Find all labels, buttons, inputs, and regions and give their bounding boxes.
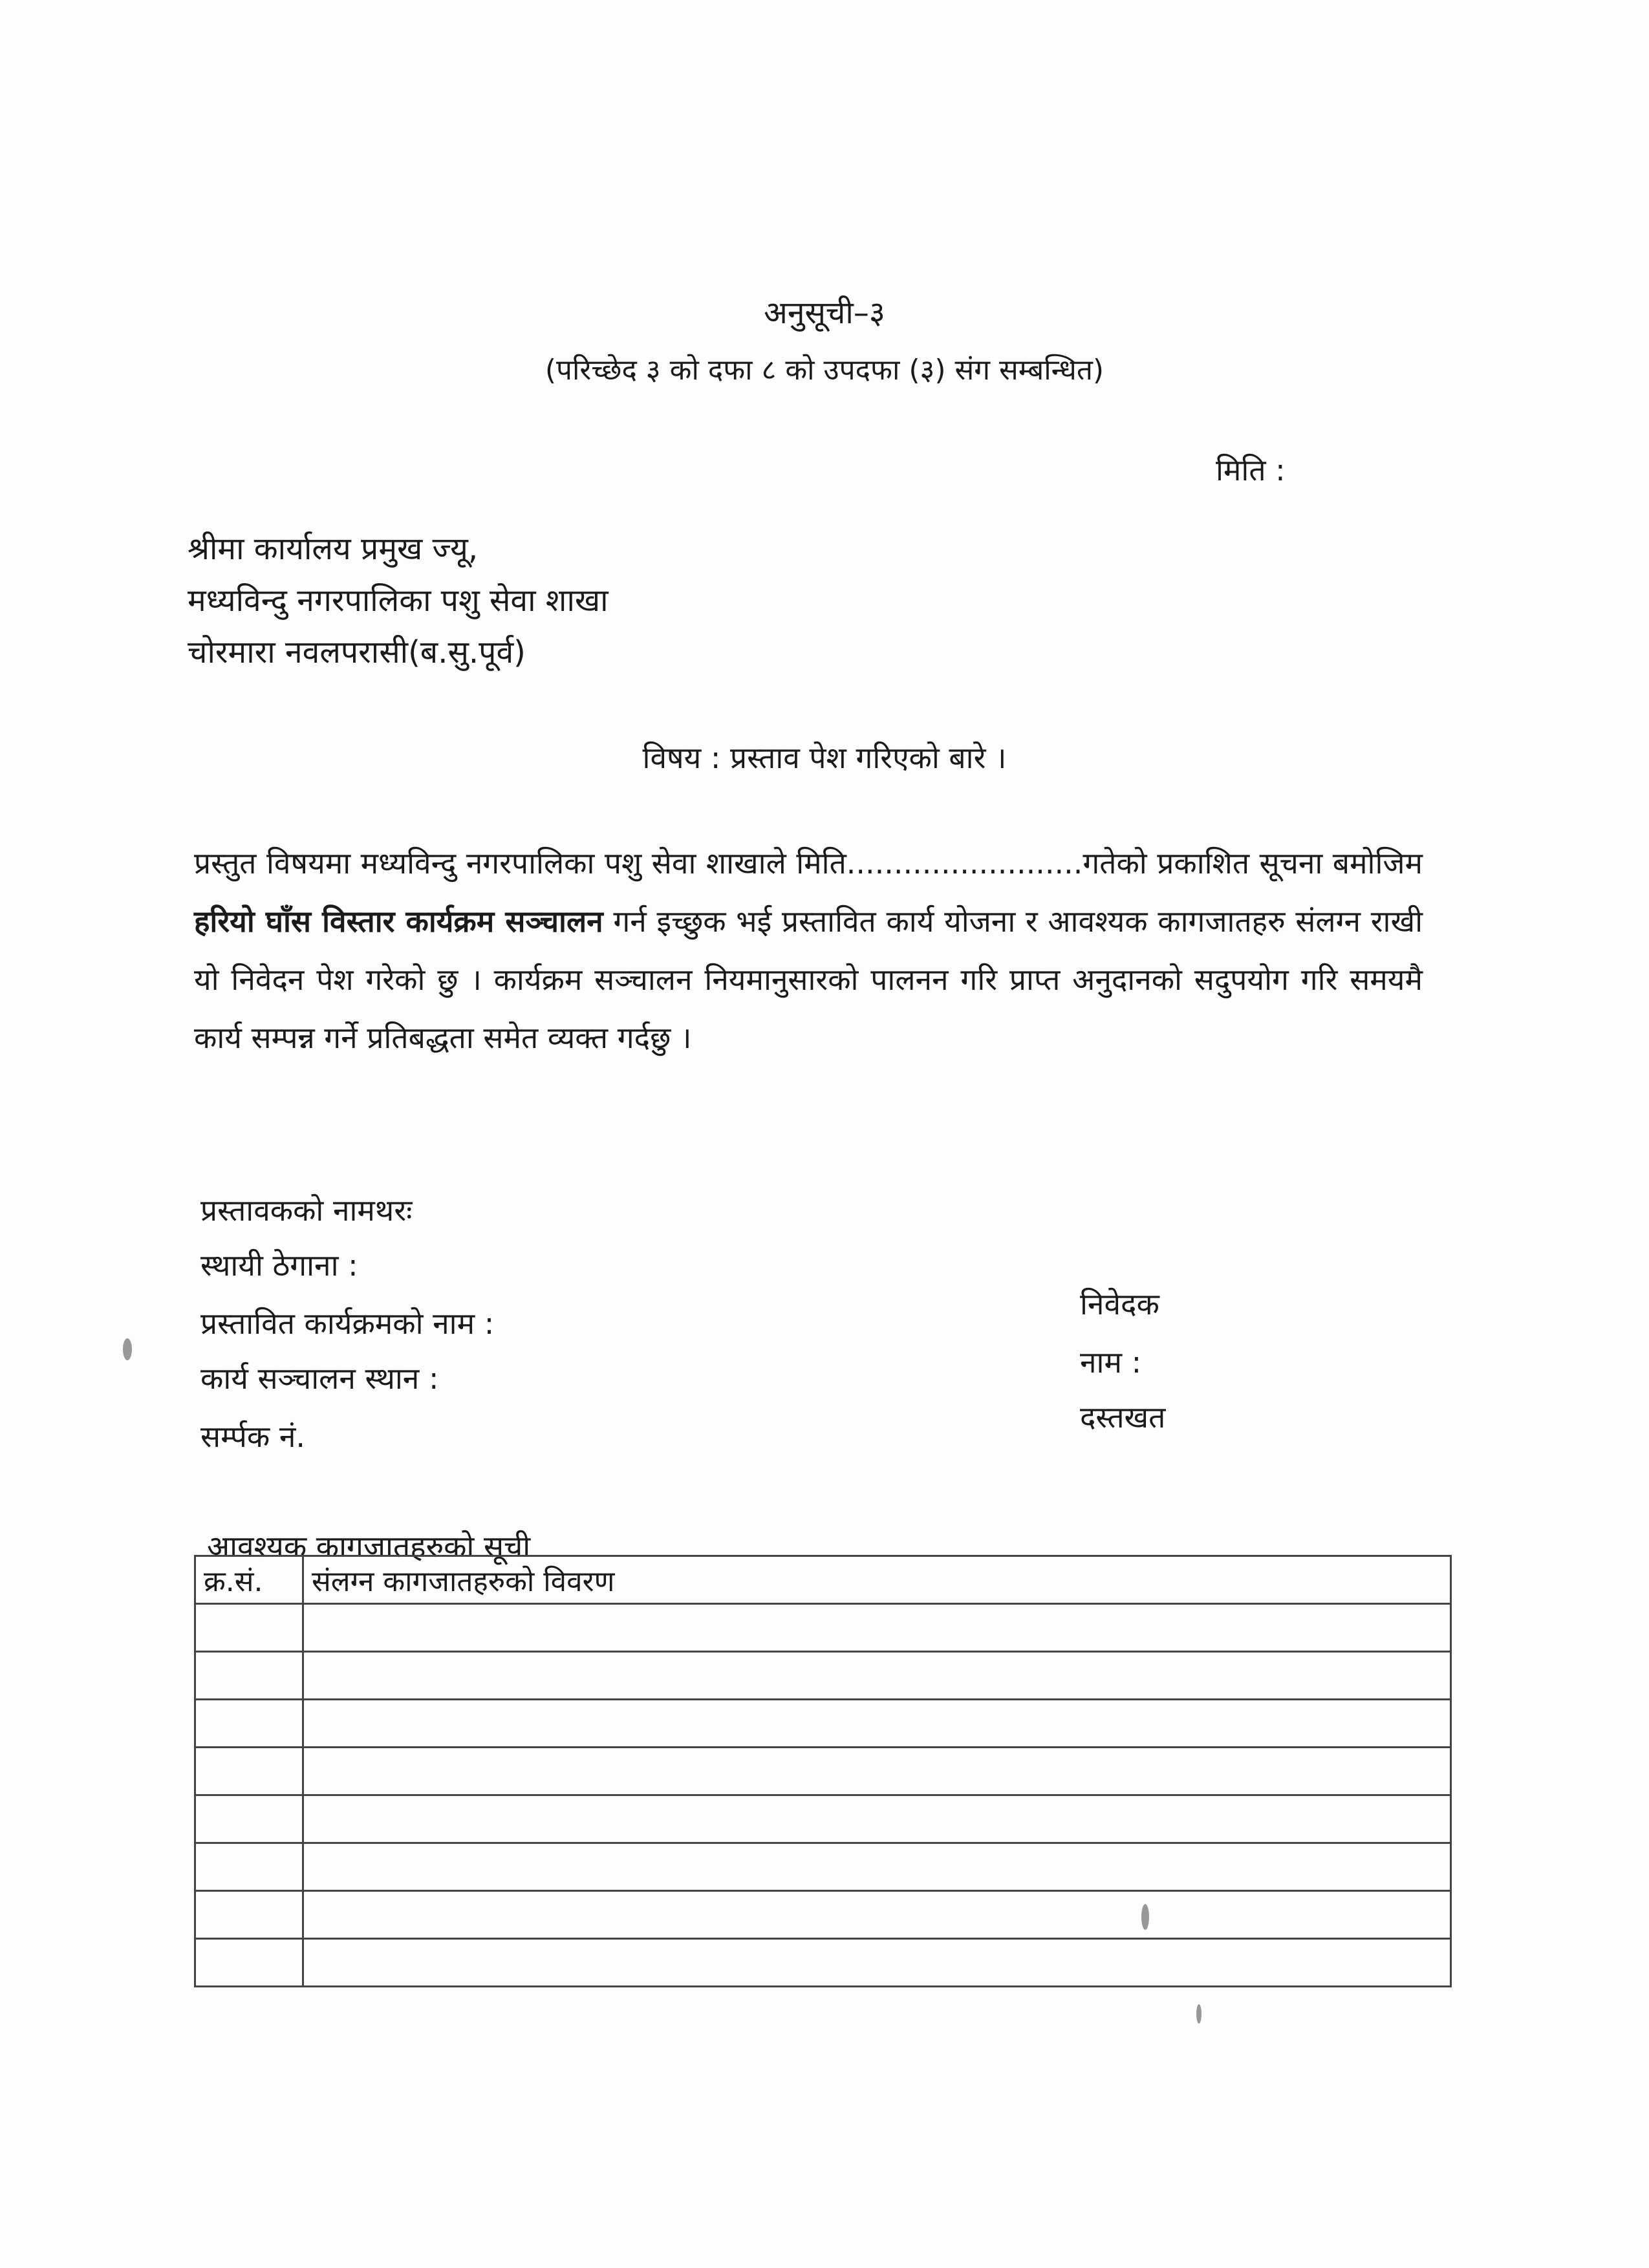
addressee-line-1: श्रीमा कार्यालय प्रमुख ज्यू, — [188, 531, 479, 567]
applicant-label: निवेदक — [1080, 1287, 1159, 1321]
table-cell — [195, 1700, 303, 1748]
table-row — [195, 1843, 1451, 1891]
table-cell — [195, 1891, 303, 1939]
table-cell — [303, 1700, 1451, 1748]
addressee-line-3: चोरमारा नवलपरासी(ब.सु.पूर्व) — [188, 634, 526, 670]
body-program-title: हरियो घाँस विस्तार कार्यक्रम सञ्चालन — [194, 904, 603, 939]
table-cell — [303, 1748, 1451, 1795]
signature-label: दस्तखत — [1080, 1400, 1166, 1435]
body-paragraph — [194, 834, 1423, 1067]
table-row — [195, 1652, 1451, 1700]
location-field: कार्य सञ्चालन स्थान : — [200, 1361, 439, 1396]
table-row — [195, 1748, 1451, 1795]
table-cell — [195, 1795, 303, 1843]
table-cell — [303, 1795, 1451, 1843]
date-label: मिति : — [1216, 453, 1286, 487]
table-row — [195, 1604, 1451, 1652]
table-cell — [195, 1652, 303, 1700]
body-text-part-2: गर्न इच्छुक भई प्रस्तावित कार्य योजना र आवश्यक कागजातहरु संलग्न राखी यो निवेदन पेश गरेको छु । कार्यक्रम सञ्चालन नियमानुसारको पालनन गरि प्राप्त अनुदानको सदुपयोग गरि समयमै कार्य सम्पन्न गर्ने प्रतिबद्धता समेत व्यक्त गर्दछु । — [194, 904, 1423, 1055]
table-cell — [303, 1939, 1451, 1987]
table-cell — [195, 1748, 303, 1795]
table-cell — [195, 1604, 303, 1652]
annex-title: अनुसूची–३ — [764, 295, 885, 331]
subject-line: विषय : प्रस्ताव पेश गरिएको बारे । — [642, 740, 1007, 775]
scan-speck — [123, 1338, 132, 1360]
table-row — [195, 1700, 1451, 1748]
table-cell — [303, 1604, 1451, 1652]
table-cell — [303, 1652, 1451, 1700]
contact-field: सर्म्पक नं. — [200, 1419, 306, 1454]
body-text-part-1: प्रस्तुत विषयमा मध्यविन्दु नगरपालिका पशु सेवा शाखाले मिति.........................गतेको प्रकाशित सूचना बमोजिम — [194, 846, 1423, 881]
table-header-row — [195, 1556, 1451, 1604]
permanent-address-field: स्थायी ठेगाना : — [200, 1248, 358, 1283]
scan-speck — [1196, 2004, 1202, 2024]
applicant-name-label: नाम : — [1080, 1345, 1142, 1380]
addressee-line-2: मध्यविन्दु नगरपालिका पशु सेवा शाखा — [188, 583, 609, 619]
table-cell — [195, 1939, 303, 1987]
scan-speck — [1141, 1904, 1149, 1930]
program-name-field: प्रस्तावित कार्यक्रमको नाम : — [200, 1306, 495, 1341]
documents-table — [194, 1555, 1452, 1987]
table-cell — [303, 1891, 1451, 1939]
table-cell — [303, 1843, 1451, 1891]
table-row — [195, 1939, 1451, 1987]
documents-list-title: आवश्यक कागजातहरुको सूची — [207, 1529, 531, 1564]
description-header: संलग्न कागजातहरुको विवरण — [303, 1556, 1451, 1604]
serial-number-header: क्र.सं. — [195, 1556, 303, 1604]
proposer-name-field: प्रस्तावकको नामथरः — [200, 1193, 413, 1228]
table-row — [195, 1795, 1451, 1843]
table-row — [195, 1891, 1451, 1939]
reference-line: (परिच्छेद ३ को दफा ८ को उपदफा (३) संग सम्बन्धित) — [544, 354, 1105, 387]
table-cell — [195, 1843, 303, 1891]
